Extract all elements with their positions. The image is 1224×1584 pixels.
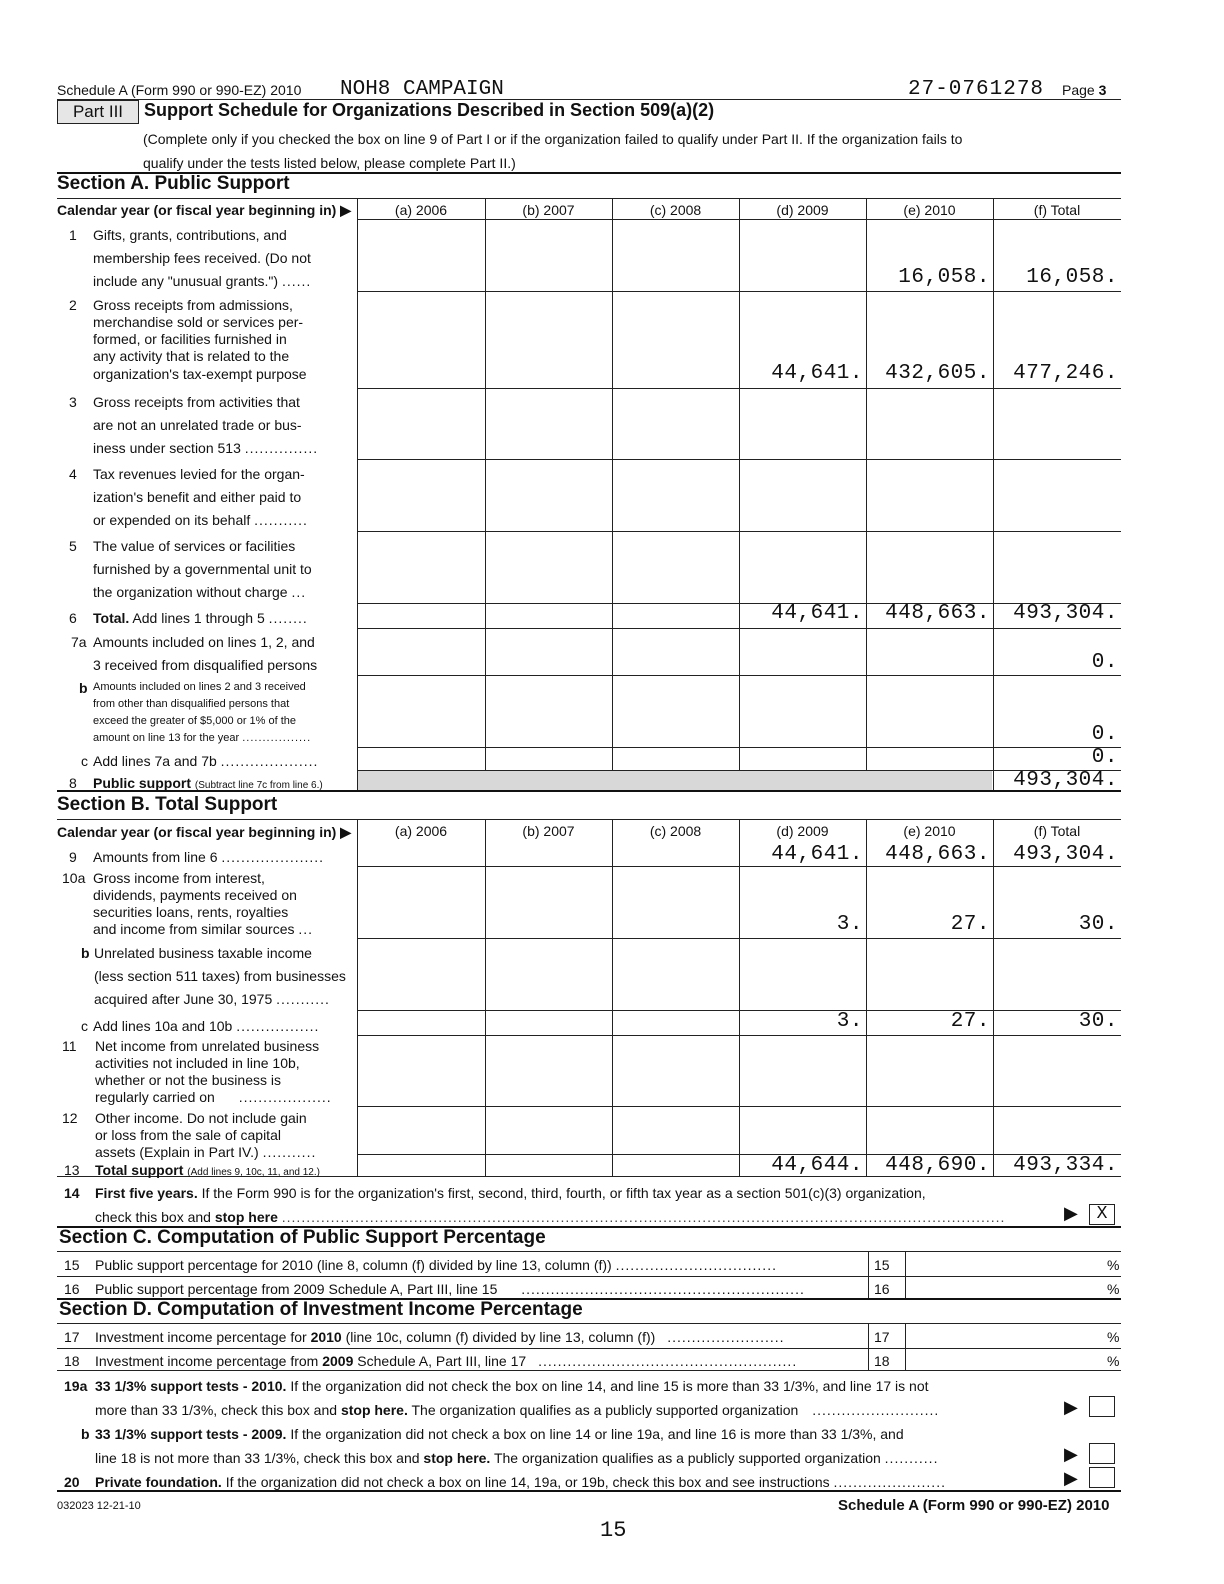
line-9-text: Amounts from line 6 .....................	[93, 849, 325, 865]
line-19a-checkbox[interactable]	[1089, 1396, 1115, 1417]
line-12-num: 12	[62, 1110, 78, 1126]
line-2-e: 432,605.	[885, 362, 990, 385]
line-13-text: Total support (Add lines 9, 10c, 11, and 12.)	[95, 1162, 320, 1178]
line-10b-text2: (less section 511 taxes) from businesses	[94, 968, 346, 984]
line-5-text3: the organization without charge ...	[93, 584, 307, 600]
line-10a-d: 3.	[836, 913, 863, 936]
line-2-text2: merchandise sold or services per-	[93, 314, 304, 330]
line-19b-text1: 33 1/3% support tests - 2009. If the organization did not check a box on line 14 or line 19a, and line 16 is more than 33 1/3%, and	[95, 1426, 904, 1442]
col-header-b-f: (f) Total	[1033, 823, 1081, 839]
line-14-num: 14	[64, 1185, 80, 1201]
line-8-f: 493,304.	[1013, 769, 1118, 792]
line-9-d: 44,641.	[771, 843, 863, 866]
footer-form-name: Schedule A (Form 990 or 990-EZ) 2010	[838, 1497, 1110, 1514]
line-2-num: 2	[69, 297, 77, 313]
line-4-text2: ization's benefit and either paid to	[93, 489, 302, 505]
line-19a-text1: 33 1/3% support tests - 2010. If the organization did not check the box on line 14, and line 15 is more than 33 1/3%, and line 17 is not	[95, 1378, 929, 1394]
line-7b-text3: exceed the greater of $5,000 or 1% of the	[93, 715, 297, 727]
line-17-box-label: 17	[874, 1329, 890, 1345]
line-20-num: 20	[64, 1474, 80, 1490]
line-8-text: Public support (Subtract line 7c from line 6.)	[93, 775, 323, 791]
org-name: NOH8 CAMPAIGN	[340, 78, 504, 101]
line-10a-num: 10a	[62, 870, 86, 886]
line-19b-num: b	[81, 1426, 90, 1442]
line-13-num: 13	[64, 1162, 80, 1178]
col-header-a: (a) 2006	[394, 202, 448, 218]
line-11-text2: activities not included in line 10b,	[95, 1055, 300, 1071]
line-19a-text2: more than 33 1/3%, check this box and stop here. The organization qualifies as a publicly supported organization ..........................	[95, 1402, 940, 1418]
line-10c-f: 30.	[1078, 1010, 1118, 1033]
line-1-text2: membership fees received. (Do not	[93, 250, 311, 266]
form-name: Schedule A (Form 990 or 990-EZ) 2010	[57, 82, 302, 98]
section-c-title: Section C. Computation of Public Support Percentage	[59, 1227, 546, 1248]
line-19b-checkbox[interactable]	[1089, 1443, 1115, 1464]
line-7a-f: 0.	[1091, 651, 1118, 674]
line-10a-e: 27.	[950, 913, 990, 936]
line-12-text2: or loss from the sale of capital	[95, 1127, 281, 1143]
section-b-title: Section B. Total Support	[57, 794, 278, 815]
line-12-text1: Other income. Do not include gain	[95, 1110, 307, 1126]
line-7a-text1: Amounts included on lines 1, 2, and	[93, 634, 315, 650]
line-18-text: Investment income percentage from 2009 Schedule A, Part III, line 17 .....................................................	[95, 1353, 798, 1369]
page-label: Page 3	[1062, 82, 1107, 98]
line-11-text3: whether or not the business is	[95, 1072, 281, 1088]
line-6-d: 44,641.	[771, 602, 863, 625]
line-10a-text2: dividends, payments received on	[93, 887, 297, 903]
line-7b-num: b	[79, 680, 88, 696]
line-14-text2: check this box and stop here ....................................................................................................................................................	[95, 1209, 1006, 1225]
section-d-title: Section D. Computation of Investment Income Percentage	[59, 1299, 583, 1320]
line-10c-d: 3.	[836, 1010, 863, 1033]
part-title: Support Schedule for Organizations Described in Section 509(a)(2)	[144, 100, 715, 120]
line-5-text1: The value of services or facilities	[93, 538, 296, 554]
line-10a-f: 30.	[1078, 913, 1118, 936]
line-14-checkbox[interactable]: X	[1089, 1204, 1115, 1225]
line-18-box-label: 18	[874, 1353, 890, 1369]
line-10c-text: Add lines 10a and 10b .................	[93, 1018, 320, 1034]
line-6-f: 493,304.	[1013, 602, 1118, 625]
line-7b-text1: Amounts included on lines 2 and 3 received	[93, 681, 306, 693]
line-19a-arrow-icon: ▶	[1064, 1397, 1078, 1417]
line-2-text1: Gross receipts from admissions,	[93, 297, 293, 313]
line-13-e: 448,690.	[885, 1154, 990, 1177]
line-16-box-label: 16	[874, 1281, 890, 1297]
line-20-text: Private foundation. If the organization did not check a box on line 14, 19a, or 19b, check this box and see instructions .......................	[95, 1474, 946, 1490]
line-20-checkbox[interactable]	[1089, 1467, 1115, 1488]
line-6-e: 448,663.	[885, 602, 990, 625]
line-10b-text1: Unrelated business taxable income	[94, 945, 312, 961]
line-10a-text3: securities loans, rents, royalties	[93, 904, 289, 920]
part-note-line2: qualify under the tests listed below, please complete Part II.)	[143, 155, 516, 171]
line-2-d: 44,641.	[771, 362, 863, 385]
line-10a-text4: and income from similar sources ...	[93, 921, 314, 937]
line-6-num: 6	[69, 610, 77, 626]
line-10c-e: 27.	[950, 1010, 990, 1033]
line-19b-text2: line 18 is not more than 33 1/3%, check this box and stop here. The organization qualifies as a publicly supported organization ...........	[95, 1450, 939, 1466]
line-3-text1: Gross receipts from activities that	[93, 394, 300, 410]
line-8-num: 8	[69, 775, 77, 791]
line-17-pct: %	[1107, 1329, 1120, 1345]
line-1-text1: Gifts, grants, contributions, and	[93, 227, 287, 243]
line-7c-num: c	[81, 753, 88, 769]
line-19a-num: 19a	[64, 1378, 88, 1394]
line-10b-num: b	[81, 945, 90, 961]
line-1-num: 1	[69, 227, 77, 243]
line-17-num: 17	[64, 1329, 80, 1345]
line-9-num: 9	[69, 849, 77, 865]
line-15-box-label: 15	[874, 1257, 890, 1273]
year-label-b: Calendar year (or fiscal year beginning in) ▶	[57, 824, 351, 840]
page-number: 15	[600, 1518, 627, 1543]
line-5-text2: furnished by a governmental unit to	[93, 561, 312, 577]
line-12-text3: assets (Explain in Part IV.) ...........	[95, 1144, 317, 1160]
line-6-text: Total. Add lines 1 through 5 ........	[93, 610, 308, 626]
line-7c-f: 0.	[1091, 746, 1118, 769]
line-4-text3: or expended on its behalf ...........	[93, 512, 308, 528]
col-header-f: (f) Total	[1033, 202, 1081, 218]
line-7a-text2: 3 received from disqualified persons	[93, 657, 318, 673]
ein: 27-0761278	[908, 78, 1045, 101]
line-18-pct: %	[1107, 1353, 1120, 1369]
part-label: Part III	[57, 100, 139, 124]
line-13-f: 493,334.	[1013, 1154, 1118, 1177]
line-9-e: 448,663.	[885, 843, 990, 866]
line-3-text2: are not an unrelated trade or bus-	[93, 417, 302, 433]
col-header-b: (b) 2007	[522, 202, 575, 218]
line-11-text1: Net income from unrelated business	[95, 1038, 320, 1054]
line-16-pct: %	[1107, 1281, 1120, 1297]
line-2-text4: any activity that is related to the	[93, 348, 290, 364]
line-10c-num: c	[81, 1018, 88, 1034]
line-17-text: Investment income percentage for 2010 (line 10c, column (f) divided by line 13, column (f)) ........................	[95, 1329, 785, 1345]
section-a-title: Section A. Public Support	[57, 173, 290, 194]
line-14-text1: First five years. If the Form 990 is for the organization's first, second, third, fourth, or fifth tax year as a section 501(c)(3) organization,	[95, 1185, 926, 1201]
line-16-text: Public support percentage from 2009 Schedule A, Part III, line 15 ..........................................................	[95, 1281, 805, 1297]
line-10a-text1: Gross income from interest,	[93, 870, 265, 886]
line-7b-f: 0.	[1091, 723, 1118, 746]
line-15-num: 15	[64, 1257, 80, 1273]
line-1-f: 16,058.	[1026, 266, 1118, 289]
line-11-text4: regularly carried on ...................	[95, 1089, 332, 1105]
col-header-b-b: (b) 2007	[522, 823, 575, 839]
line-10b-text3: acquired after June 30, 1975 ...........	[94, 991, 330, 1007]
part-note-line1: (Complete only if you checked the box on line 9 of Part I or if the organization failed to qualify under Part II. If the organization fails to	[143, 131, 963, 147]
line-7b-text4: amount on line 13 for the year .................	[93, 732, 312, 744]
line-14-arrow-icon: ▶	[1064, 1203, 1078, 1223]
line-7a-num: 7a	[71, 634, 87, 650]
line-2-f: 477,246.	[1013, 362, 1118, 385]
col-header-d: (d) 2009	[776, 202, 829, 218]
line-16-num: 16	[64, 1281, 80, 1297]
footer-code: 032023 12-21-10	[57, 1500, 141, 1512]
line-4-num: 4	[69, 466, 77, 482]
line-3-text3: iness under section 513 ...............	[93, 440, 319, 456]
line-2-text3: formed, or facilities furnished in	[93, 331, 287, 347]
col-header-b-d: (d) 2009	[776, 823, 829, 839]
col-header-b-e: (e) 2010	[903, 823, 956, 839]
line-2-text5: organization's tax-exempt purpose	[93, 366, 307, 382]
line-7b-text2: from other than disqualified persons that	[93, 698, 290, 710]
line-20-arrow-icon: ▶	[1064, 1468, 1078, 1488]
year-label: Calendar year (or fiscal year beginning in) ▶	[57, 202, 351, 218]
line-1-e: 16,058.	[898, 266, 990, 289]
line-3-num: 3	[69, 394, 77, 410]
line-13-d: 44,644.	[771, 1154, 863, 1177]
line-1-text3: include any "unusual grants.") ......	[93, 273, 312, 289]
line-15-pct: %	[1107, 1257, 1120, 1273]
col-header-c: (c) 2008	[649, 202, 702, 218]
line-7c-text: Add lines 7a and 7b ....................	[93, 753, 319, 769]
col-header-e: (e) 2010	[903, 202, 956, 218]
col-header-b-a: (a) 2006	[394, 823, 448, 839]
line-4-text1: Tax revenues levied for the organ-	[93, 466, 305, 482]
line-9-f: 493,304.	[1013, 843, 1118, 866]
line-15-text: Public support percentage for 2010 (line 8, column (f) divided by line 13, column (f)) .................................	[95, 1257, 777, 1273]
line-18-num: 18	[64, 1353, 80, 1369]
line-5-num: 5	[69, 538, 77, 554]
line-11-num: 11	[62, 1038, 77, 1054]
line-19b-arrow-icon: ▶	[1064, 1444, 1078, 1464]
col-header-b-c: (c) 2008	[649, 823, 702, 839]
